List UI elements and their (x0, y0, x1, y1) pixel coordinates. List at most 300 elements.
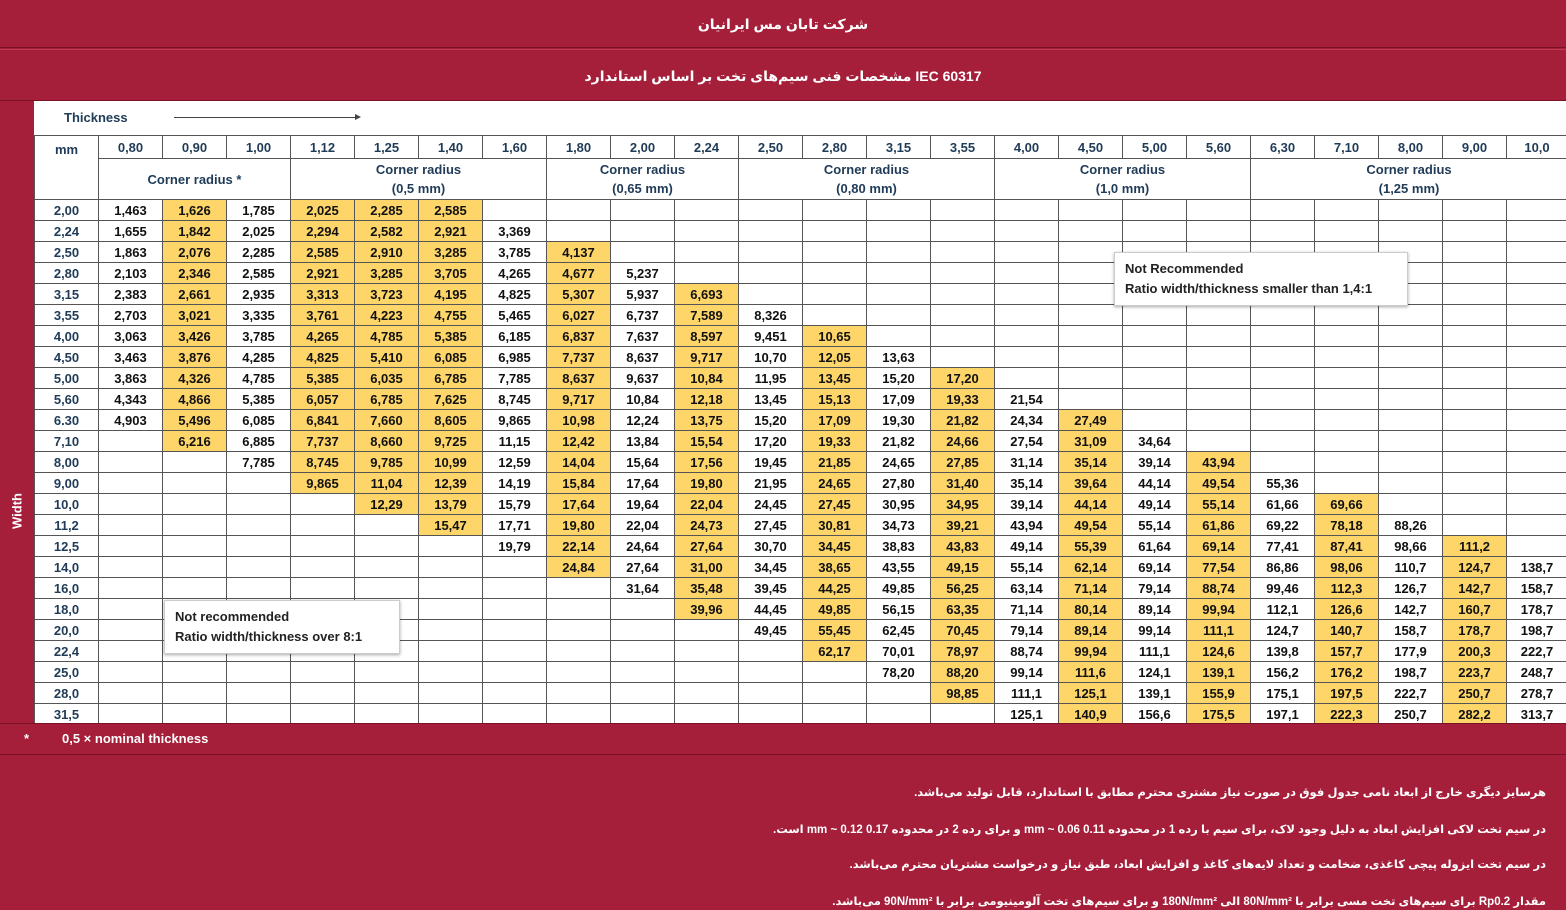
cell-value (1187, 326, 1251, 347)
cell-value: 156,6 (1123, 704, 1187, 725)
cell-value: 35,14 (1059, 452, 1123, 473)
cell-value (867, 305, 931, 326)
width-value: 10,0 (35, 494, 99, 515)
cell-value: 3,313 (291, 284, 355, 305)
cell-value (1379, 368, 1443, 389)
cell-value: 38,65 (803, 557, 867, 578)
cell-value (675, 200, 739, 221)
cell-value: 24,73 (675, 515, 739, 536)
cell-value: 88,74 (1187, 578, 1251, 599)
cell-value: 78,97 (931, 641, 995, 662)
cell-value: 138,7 (1507, 557, 1566, 578)
cell-value: 278,7 (1507, 683, 1566, 704)
cell-value: 2,582 (355, 221, 419, 242)
cell-value: 89,14 (1059, 620, 1123, 641)
table-row (35, 305, 1566, 326)
cell-value (611, 641, 675, 662)
cell-value: 24,65 (867, 452, 931, 473)
table-row (35, 494, 1566, 515)
cell-value (867, 200, 931, 221)
table-row (35, 515, 1566, 536)
cell-value (547, 221, 611, 242)
cell-value: 19,79 (483, 536, 547, 557)
cell-value: 3,285 (355, 263, 419, 284)
table-row (35, 452, 1566, 473)
table-row (35, 662, 1566, 683)
cell-value: 112,3 (1315, 578, 1379, 599)
cell-value: 7,589 (675, 305, 739, 326)
cell-value: 158,7 (1379, 620, 1443, 641)
table-row (35, 221, 1566, 242)
cell-value (1443, 221, 1507, 242)
cell-value (1443, 347, 1507, 368)
table-row (35, 389, 1566, 410)
cell-value: 99,14 (995, 662, 1059, 683)
cell-value (1315, 305, 1379, 326)
cell-value: 34,64 (1123, 431, 1187, 452)
cell-value: 30,95 (867, 494, 931, 515)
cell-value (1187, 389, 1251, 410)
cell-value: 49,85 (803, 599, 867, 620)
cell-value: 111,1 (995, 683, 1059, 704)
cell-value: 98,66 (1379, 536, 1443, 557)
cell-value: 15,84 (547, 473, 611, 494)
cell-value: 250,7 (1379, 704, 1443, 725)
cell-value: 155,9 (1187, 683, 1251, 704)
cell-value: 7,737 (291, 431, 355, 452)
cell-value: 1,463 (99, 200, 163, 221)
cell-value: 8,637 (547, 368, 611, 389)
cell-value (1123, 221, 1187, 242)
cell-value: 3,785 (227, 326, 291, 347)
cell-value: 34,45 (739, 557, 803, 578)
cell-value (163, 578, 227, 599)
cell-value (547, 662, 611, 683)
cell-value: 24,45 (739, 494, 803, 515)
cell-value (995, 305, 1059, 326)
cell-value (419, 557, 483, 578)
cell-value: 2,585 (227, 263, 291, 284)
cell-value: 1,785 (227, 200, 291, 221)
cell-value (1507, 200, 1566, 221)
cell-value: 27,85 (931, 452, 995, 473)
cell-value (803, 284, 867, 305)
cell-value: 4,825 (483, 284, 547, 305)
cell-value: 111,1 (1123, 641, 1187, 662)
cell-value: 31,00 (675, 557, 739, 578)
cell-value: 21,82 (931, 410, 995, 431)
cell-value: 27,45 (803, 494, 867, 515)
cell-value (675, 704, 739, 725)
cell-value: 5,410 (355, 347, 419, 368)
cell-value: 43,94 (995, 515, 1059, 536)
cell-value: 8,637 (611, 347, 675, 368)
cell-value: 10,84 (675, 368, 739, 389)
cell-value: 4,755 (419, 305, 483, 326)
width-value: 5,00 (35, 368, 99, 389)
cell-value: 80,14 (1059, 599, 1123, 620)
width-value: 8,00 (35, 452, 99, 473)
cell-value: 1,655 (99, 221, 163, 242)
thickness-label: Thickness (64, 110, 128, 125)
cell-value (99, 704, 163, 725)
cell-value: 5,465 (483, 305, 547, 326)
cell-value (483, 641, 547, 662)
cell-value (1315, 473, 1379, 494)
cell-value (483, 683, 547, 704)
cell-value: 2,935 (227, 284, 291, 305)
cell-value: 89,14 (1123, 599, 1187, 620)
cell-value: 12,42 (547, 431, 611, 452)
cell-value: 6,185 (483, 326, 547, 347)
cell-value (99, 578, 163, 599)
cell-value (1059, 389, 1123, 410)
cell-value: 2,346 (163, 263, 227, 284)
thickness-value: 2,24 (675, 136, 739, 159)
cell-value: 8,326 (739, 305, 803, 326)
cell-value (803, 221, 867, 242)
cell-value (99, 641, 163, 662)
cell-value: 2,025 (227, 221, 291, 242)
cell-value: 4,343 (99, 389, 163, 410)
note-line-1: هرسایز دیگری خارج از ابعاد نامی جدول فوق در صورت نیاز مشتری محترم مطابق با استاندارد، قابل تولید می‌باشد. (914, 787, 1546, 799)
cell-value (1251, 221, 1315, 242)
cell-value: 2,703 (99, 305, 163, 326)
cell-value (547, 683, 611, 704)
cell-value (99, 599, 163, 620)
cell-value (483, 704, 547, 725)
note-line-2: در سیم تخت لاکی افزایش ابعاد به دلیل وجود لاک، برای سیم با رده 1 در محدوده 0.11 mm ~ 0.06 و برای رده 2 در محدوده 0.17 mm ~ 0.12 است. (773, 824, 1546, 836)
cell-value: 39,21 (931, 515, 995, 536)
cell-value: 98,06 (1315, 557, 1379, 578)
cell-value: 38,83 (867, 536, 931, 557)
cell-value: 88,20 (931, 662, 995, 683)
cell-value (1251, 452, 1315, 473)
cell-value: 4,903 (99, 410, 163, 431)
cell-value (1507, 263, 1566, 284)
cell-value (1507, 242, 1566, 263)
thickness-value: 8,00 (1379, 136, 1443, 159)
cell-value: 55,36 (1251, 473, 1315, 494)
cell-value (867, 284, 931, 305)
cell-value: 63,35 (931, 599, 995, 620)
cell-value (355, 704, 419, 725)
cell-value (1443, 515, 1507, 536)
cell-value: 61,64 (1123, 536, 1187, 557)
cell-value: 222,7 (1507, 641, 1566, 662)
cell-value: 30,81 (803, 515, 867, 536)
cell-value: 70,01 (867, 641, 931, 662)
cell-value: 9,717 (675, 347, 739, 368)
cell-value (867, 683, 931, 704)
cell-value (1443, 305, 1507, 326)
corner-radius-group (547, 159, 739, 200)
cell-value: 17,20 (739, 431, 803, 452)
cell-value: 39,96 (675, 599, 739, 620)
note-title: Not Recommended (1125, 261, 1244, 276)
cell-value (1315, 347, 1379, 368)
cell-value: 177,9 (1379, 641, 1443, 662)
cell-value: 63,14 (995, 578, 1059, 599)
note-text: Ratio width/thickness smaller than 1,4:1 (1125, 281, 1373, 296)
cell-value (99, 452, 163, 473)
width-value: 20,0 (35, 620, 99, 641)
cell-value (163, 662, 227, 683)
cell-value: 3,063 (99, 326, 163, 347)
width-value: 31,5 (35, 704, 99, 725)
cell-value (419, 599, 483, 620)
cell-value: 21,95 (739, 473, 803, 494)
cell-value (1187, 431, 1251, 452)
cell-value: 8,660 (355, 431, 419, 452)
cell-value (355, 557, 419, 578)
cell-value (1251, 347, 1315, 368)
cell-value: 6,057 (291, 389, 355, 410)
cell-value (1315, 326, 1379, 347)
cell-value (1379, 410, 1443, 431)
cell-value: 6,085 (419, 347, 483, 368)
cell-value: 4,825 (291, 347, 355, 368)
cell-value (291, 515, 355, 536)
cell-value: 24,65 (803, 473, 867, 494)
width-value: 4,50 (35, 347, 99, 368)
thickness-value: 7,10 (1315, 136, 1379, 159)
cell-value (1251, 389, 1315, 410)
width-value: 12,5 (35, 536, 99, 557)
cell-value: 55,39 (1059, 536, 1123, 557)
cell-value: 3,463 (99, 347, 163, 368)
cell-value: 140,9 (1059, 704, 1123, 725)
cell-value (1379, 452, 1443, 473)
cell-value: 12,39 (419, 473, 483, 494)
cell-value: 2,294 (291, 221, 355, 242)
cell-value: 4,195 (419, 284, 483, 305)
cell-value: 175,5 (1187, 704, 1251, 725)
table-row (35, 368, 1566, 389)
cell-value: 175,1 (1251, 683, 1315, 704)
cell-value: 5,385 (419, 326, 483, 347)
persian-notes (0, 753, 1566, 910)
corner-radius-label: Corner radius (1079, 162, 1166, 177)
thickness-value: 4,00 (995, 136, 1059, 159)
cell-value (1315, 200, 1379, 221)
cell-value: 15,20 (867, 368, 931, 389)
table-row (35, 704, 1566, 725)
cell-value: 3,705 (419, 263, 483, 284)
unit-label: mm (35, 136, 99, 200)
cell-value (355, 536, 419, 557)
cell-value: 111,2 (1443, 536, 1507, 557)
cell-value (355, 578, 419, 599)
cell-value (1059, 347, 1123, 368)
cell-value (227, 515, 291, 536)
cell-value (291, 683, 355, 704)
table-subtitle: مشخصات فنی سیم‌های تخت بر اساس استاندارد IEC 60317 (0, 49, 1566, 101)
cell-value: 15,47 (419, 515, 483, 536)
cell-value (99, 557, 163, 578)
cell-value: 11,04 (355, 473, 419, 494)
thickness-value: 9,00 (1443, 136, 1507, 159)
cell-value (227, 557, 291, 578)
cell-value: 88,26 (1379, 515, 1443, 536)
cell-value: 77,41 (1251, 536, 1315, 557)
thickness-value: 1,80 (547, 136, 611, 159)
cell-value: 39,64 (1059, 473, 1123, 494)
cell-value: 6,985 (483, 347, 547, 368)
cell-value (1443, 452, 1507, 473)
cell-value (675, 641, 739, 662)
cell-value: 24,66 (931, 431, 995, 452)
cell-value (99, 620, 163, 641)
corner-radius-label: Corner radius (599, 162, 686, 177)
thickness-value: 0,90 (163, 136, 227, 159)
cell-value (1187, 368, 1251, 389)
cell-value: 5,385 (227, 389, 291, 410)
cell-value (1251, 431, 1315, 452)
cell-value (1059, 242, 1123, 263)
cell-value: 39,45 (739, 578, 803, 599)
cell-value: 31,64 (611, 578, 675, 599)
cell-value (547, 641, 611, 662)
cell-value: 223,7 (1443, 662, 1507, 683)
cell-value: 13,79 (419, 494, 483, 515)
cell-value (675, 242, 739, 263)
cell-value: 6,841 (291, 410, 355, 431)
thickness-value: 2,00 (611, 136, 675, 159)
cell-value: 8,605 (419, 410, 483, 431)
cell-value: 17,64 (611, 473, 675, 494)
width-value: 25,0 (35, 662, 99, 683)
cell-value: 34,95 (931, 494, 995, 515)
cell-value: 31,09 (1059, 431, 1123, 452)
cell-value (995, 368, 1059, 389)
cell-value: 55,45 (803, 620, 867, 641)
cell-value (483, 620, 547, 641)
table-row (35, 536, 1566, 557)
cell-value: 2,921 (291, 263, 355, 284)
cell-value: 313,7 (1507, 704, 1566, 725)
cell-value: 49,54 (1187, 473, 1251, 494)
cell-value (931, 284, 995, 305)
cell-value (739, 641, 803, 662)
cell-value: 8,745 (291, 452, 355, 473)
cell-value: 4,866 (163, 389, 227, 410)
width-value: 6.30 (35, 410, 99, 431)
cell-value: 17,09 (867, 389, 931, 410)
cell-value: 2,585 (291, 242, 355, 263)
cell-value (867, 704, 931, 725)
cell-value: 19,64 (611, 494, 675, 515)
cell-value: 3,285 (419, 242, 483, 263)
cell-value: 55,14 (1187, 494, 1251, 515)
cell-value: 2,383 (99, 284, 163, 305)
cell-value (1507, 368, 1566, 389)
cell-value (1443, 431, 1507, 452)
cell-value (739, 662, 803, 683)
cell-value: 17,56 (675, 452, 739, 473)
cell-value (739, 263, 803, 284)
cell-value: 3,335 (227, 305, 291, 326)
cell-value: 31,40 (931, 473, 995, 494)
cell-value (1507, 473, 1566, 494)
cell-value: 139,1 (1123, 683, 1187, 704)
cell-value: 15,20 (739, 410, 803, 431)
cell-value: 8,597 (675, 326, 739, 347)
cell-value: 10,65 (803, 326, 867, 347)
table-row (35, 200, 1566, 221)
cell-value: 142,7 (1443, 578, 1507, 599)
cell-value: 62,14 (1059, 557, 1123, 578)
cell-value (163, 536, 227, 557)
cell-value (1251, 200, 1315, 221)
cell-value: 6,785 (419, 368, 483, 389)
cell-value: 17,64 (547, 494, 611, 515)
cell-value: 178,7 (1507, 599, 1566, 620)
cell-value: 21,85 (803, 452, 867, 473)
cell-value (355, 515, 419, 536)
cell-value: 124,7 (1251, 620, 1315, 641)
cell-value: 15,13 (803, 389, 867, 410)
cell-value: 43,55 (867, 557, 931, 578)
corner-radius-value: (1,0 mm) (1095, 181, 1150, 196)
cell-value: 2,910 (355, 242, 419, 263)
cell-value (995, 263, 1059, 284)
cell-value (1187, 347, 1251, 368)
cell-value (1251, 410, 1315, 431)
cell-value (547, 578, 611, 599)
cell-value (1443, 242, 1507, 263)
cell-value: 198,7 (1507, 620, 1566, 641)
cell-value: 3,723 (355, 284, 419, 305)
note-line-3: در سیم تخت ایزوله پیچی کاغذی، ضخامت و تعداد لایه‌های کاغذ و افزایش ابعاد، طبق نیاز و درخواست مشتریان محترم می‌باشد. (849, 859, 1546, 871)
cell-value (1059, 326, 1123, 347)
cell-value: 19,30 (867, 410, 931, 431)
cell-value (931, 704, 995, 725)
cell-value: 2,285 (227, 242, 291, 263)
cell-value: 282,2 (1443, 704, 1507, 725)
cell-value: 176,2 (1315, 662, 1379, 683)
corner-radius-label: Corner radius (1366, 162, 1452, 177)
cell-value (1315, 368, 1379, 389)
cell-value (1507, 431, 1566, 452)
cell-value: 69,66 (1315, 494, 1379, 515)
cell-value (291, 578, 355, 599)
cell-value (99, 473, 163, 494)
cell-value: 198,7 (1379, 662, 1443, 683)
cell-value: 62,17 (803, 641, 867, 662)
thickness-value: 3,15 (867, 136, 931, 159)
cell-value: 1,863 (99, 242, 163, 263)
cell-value: 44,14 (1059, 494, 1123, 515)
cell-value: 99,14 (1123, 620, 1187, 641)
cell-value (803, 263, 867, 284)
cell-value (1379, 305, 1443, 326)
cell-value (1059, 284, 1123, 305)
cell-value: 19,33 (931, 389, 995, 410)
cell-value (291, 557, 355, 578)
cell-value: 71,14 (1059, 578, 1123, 599)
width-value: 2,80 (35, 263, 99, 284)
corner-radius-label: Corner radius (375, 162, 462, 177)
cell-value: 5,237 (611, 263, 675, 284)
width-value: 3,55 (35, 305, 99, 326)
width-value: 28,0 (35, 683, 99, 704)
cell-value: 21,82 (867, 431, 931, 452)
cell-value (419, 578, 483, 599)
cell-value (803, 305, 867, 326)
cell-value: 69,14 (1123, 557, 1187, 578)
cell-value: 98,85 (931, 683, 995, 704)
